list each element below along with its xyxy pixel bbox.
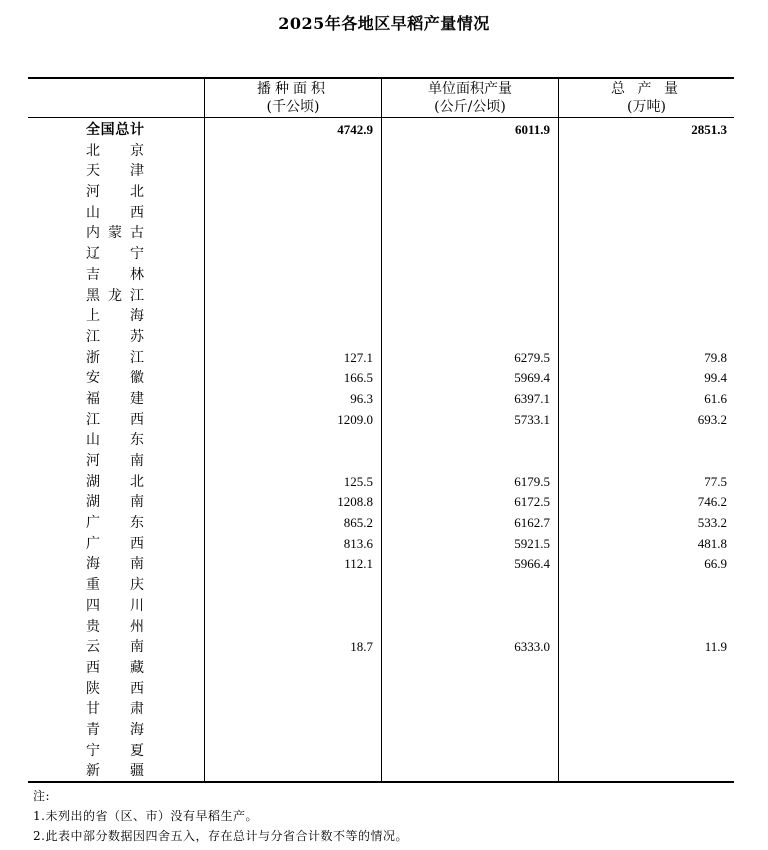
data-table bbox=[28, 77, 734, 783]
region-name: 河北 bbox=[86, 184, 144, 201]
header-label: 播种面积 bbox=[257, 81, 329, 97]
sown-area-value: 865.2 bbox=[343, 515, 373, 531]
region-name: 西藏 bbox=[86, 659, 144, 676]
region-name: 江西 bbox=[86, 411, 144, 428]
header-label: 单位面积产量 bbox=[428, 81, 512, 97]
table-row bbox=[28, 327, 734, 348]
table-row bbox=[28, 430, 734, 451]
region-name: 广东 bbox=[86, 515, 144, 532]
sown-area-value: 96.3 bbox=[350, 390, 373, 406]
table-row bbox=[28, 492, 734, 513]
yield-value: 6011.9 bbox=[514, 122, 550, 137]
yield-value: 5966.4 bbox=[514, 556, 550, 572]
table-row bbox=[28, 451, 734, 472]
output-value: 11.9 bbox=[704, 639, 727, 655]
region-name: 贵州 bbox=[86, 618, 144, 635]
sown-area-value: 125.5 bbox=[343, 473, 373, 489]
header-yield-per-area bbox=[382, 79, 558, 117]
table-row bbox=[28, 389, 734, 410]
region-name: 辽宁 bbox=[86, 246, 144, 263]
output-value: 481.8 bbox=[697, 535, 727, 551]
region-name: 内蒙古 bbox=[86, 225, 144, 242]
table-title: 2025年各地区早稻产量情况 bbox=[278, 14, 490, 33]
region-name: 云南 bbox=[86, 639, 144, 656]
region-name: 青海 bbox=[86, 721, 144, 738]
region-name: 天津 bbox=[86, 163, 144, 180]
region-name: 广西 bbox=[86, 535, 144, 552]
table-row bbox=[28, 679, 734, 700]
table-row bbox=[28, 720, 734, 741]
sown-area-value: 4742.9 bbox=[337, 122, 373, 137]
region-name: 河南 bbox=[86, 453, 144, 469]
table-row bbox=[28, 699, 734, 720]
region-name: 陕西 bbox=[86, 680, 144, 697]
yield-value: 6162.7 bbox=[514, 515, 550, 531]
region-name: 四川 bbox=[86, 597, 144, 614]
sown-area-value: 18.7 bbox=[350, 639, 373, 655]
table-body bbox=[28, 120, 734, 782]
region-name: 福建 bbox=[86, 390, 144, 407]
header-total-output bbox=[559, 79, 734, 117]
table-row bbox=[28, 637, 734, 658]
region-name: 重庆 bbox=[86, 577, 144, 594]
table-row bbox=[28, 575, 734, 596]
output-value: 693.2 bbox=[697, 411, 727, 427]
table-row bbox=[28, 161, 734, 182]
region-name: 安徽 bbox=[86, 370, 144, 387]
sown-area-value: 166.5 bbox=[343, 370, 373, 386]
region-name: 北京 bbox=[86, 142, 144, 159]
region-name: 吉林 bbox=[86, 266, 144, 283]
output-value: 77.5 bbox=[704, 473, 727, 489]
table-row bbox=[28, 368, 734, 389]
table-row bbox=[28, 306, 734, 327]
table-row bbox=[28, 596, 734, 617]
yield-value: 5733.1 bbox=[514, 411, 550, 427]
region-name: 上海 bbox=[86, 308, 144, 325]
sown-area-value: 1209.0 bbox=[337, 411, 373, 427]
table-row bbox=[28, 554, 734, 575]
region-name: 湖北 bbox=[86, 473, 144, 490]
footnote-2: 2.此表中部分数据因四舍五入，存在总计与分省合计数不等的情况。 bbox=[33, 829, 408, 843]
region-name: 全国总计 bbox=[86, 122, 144, 138]
sown-area-value: 813.6 bbox=[343, 535, 373, 551]
table-row bbox=[28, 182, 734, 203]
region-name: 宁夏 bbox=[86, 742, 144, 759]
output-value: 2851.3 bbox=[691, 122, 727, 137]
footnote-1: 1.未列出的省（区、市）没有早稻生产。 bbox=[33, 809, 258, 823]
header-unit: (万吨) bbox=[627, 99, 666, 115]
table-row bbox=[28, 265, 734, 286]
table-row bbox=[28, 203, 734, 224]
region-name: 江苏 bbox=[86, 328, 144, 345]
header-sown-area bbox=[205, 79, 381, 117]
yield-value: 6397.1 bbox=[514, 390, 550, 406]
total-row bbox=[28, 120, 734, 141]
table-row bbox=[28, 761, 734, 782]
output-value: 66.9 bbox=[704, 556, 727, 572]
sown-area-value: 112.1 bbox=[344, 556, 373, 572]
sown-area-value: 1208.8 bbox=[337, 494, 373, 510]
table-row bbox=[28, 141, 734, 162]
region-name: 海南 bbox=[86, 556, 144, 573]
table-row bbox=[28, 223, 734, 244]
region-name: 黑龙江 bbox=[86, 287, 144, 304]
table-row bbox=[28, 534, 734, 555]
output-value: 61.6 bbox=[704, 390, 727, 406]
output-value: 533.2 bbox=[697, 515, 727, 531]
region-name: 甘肃 bbox=[86, 701, 144, 718]
header-label: 总 产 量 bbox=[611, 81, 682, 97]
region-name: 山西 bbox=[86, 204, 144, 221]
table-row bbox=[28, 472, 734, 493]
table-row bbox=[28, 348, 734, 369]
header-unit: (公斤/公顷) bbox=[434, 99, 506, 115]
yield-value: 5969.4 bbox=[514, 370, 550, 386]
region-name: 湖南 bbox=[86, 494, 144, 511]
region-name: 山东 bbox=[86, 432, 144, 449]
footnote-heading: 注: bbox=[33, 789, 51, 803]
table-row bbox=[28, 410, 734, 431]
footnotes bbox=[33, 786, 408, 846]
output-value: 99.4 bbox=[704, 370, 727, 386]
table-row bbox=[28, 286, 734, 307]
yield-value: 6279.5 bbox=[514, 349, 550, 365]
table-row bbox=[28, 741, 734, 762]
table-row bbox=[28, 244, 734, 265]
yield-value: 6333.0 bbox=[514, 639, 550, 655]
yield-value: 6179.5 bbox=[514, 473, 550, 489]
table-row bbox=[28, 658, 734, 679]
table-row bbox=[28, 513, 734, 534]
region-name: 浙江 bbox=[86, 349, 144, 366]
table-row bbox=[28, 617, 734, 638]
output-value: 746.2 bbox=[697, 494, 727, 510]
sown-area-value: 127.1 bbox=[343, 349, 373, 365]
yield-value: 6172.5 bbox=[514, 494, 550, 510]
header-unit: (千公顷) bbox=[266, 99, 320, 115]
region-name: 新疆 bbox=[86, 763, 144, 780]
yield-value: 5921.5 bbox=[514, 535, 550, 551]
output-value: 79.8 bbox=[704, 349, 727, 365]
